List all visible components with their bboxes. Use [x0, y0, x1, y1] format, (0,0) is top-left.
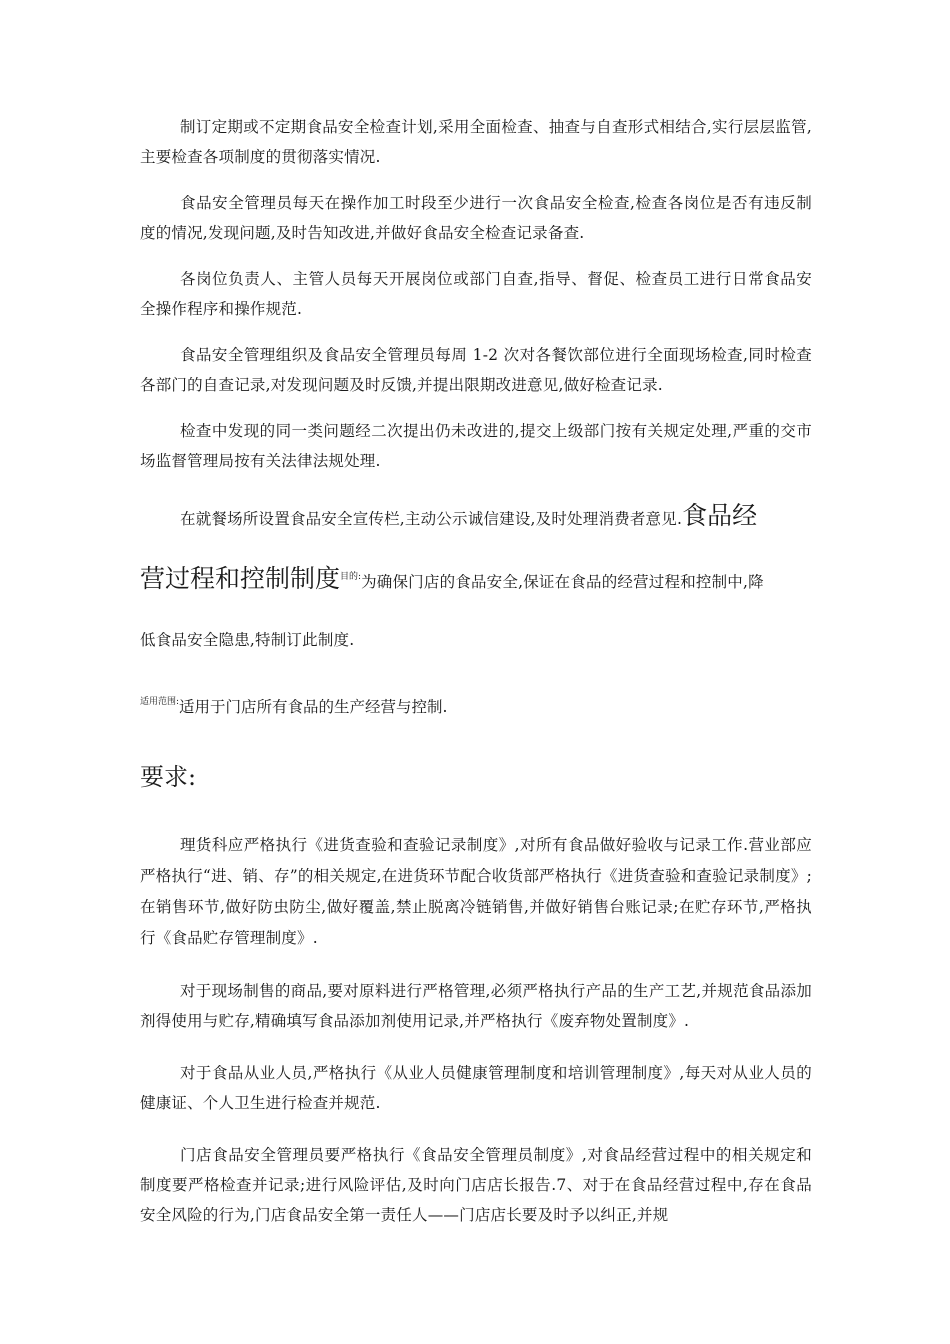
requirement-safety-manager: 门店食品安全管理员要严格执行《食品安全管理员制度》,对食品经营过程中的相关规定和制度要严格检查并记录;进行风险评估,及时向门店店长报告.7、对于在食品经营过程中,存在食品安全风险的行为,门店食品安全第一责任人——门店店长要及时予以纠正,并规: [140, 1146, 812, 1224]
paragraph-scope: [140, 687, 812, 722]
paragraph-purpose-continued: [140, 611, 812, 669]
paragraph-publicity-and-title: [140, 490, 812, 548]
purpose-text-part1: 为确保门店的食品安全,保证在食品的经营过程和控制中,降: [361, 573, 764, 591]
paragraph-title-and-purpose: [140, 548, 812, 611]
document-page: [140, 112, 812, 1230]
paragraph-daily-inspection: 食品安全管理员每天在操作加工时段至少进行一次食品安全检查,检查各岗位是否有违反制度的情况,发现问题,及时告知改进,并做好食品安全检查记录备查.: [140, 194, 812, 242]
paragraph-self-check: 各岗位负责人、主管人员每天开展岗位或部门自查,指导、督促、检查员工进行日常食品安全操作程序和操作规范.: [140, 270, 812, 318]
publicity-text: 在就餐场所设置食品安全宣传栏,主动公示诚信建设,及时处理消费者意见.: [180, 510, 683, 528]
requirement-receiving: 理货科应严格执行《进货查验和查验记录制度》,对所有食品做好验收与记录工作.营业部应严格执行“进、销、存”的相关规定,在进货环节配合收货部严格执行《进货查验和查验记录制度》;在销售环节,做好防虫防尘,做好覆盖,禁止脱离冷链销售,并做好销售台账记录;在贮存环节,严格执行《食品贮存管理制度》.: [140, 836, 812, 947]
requirement-onsite-production: 对于现场制售的商品,要对原料进行严格管理,必须严格执行产品的生产工艺,并规范食品添加剂得使用与贮存,精确填写食品添加剂使用记录,并严格执行《废弃物处置制度》.: [140, 982, 812, 1030]
section-title-part2: 营过程和控制制度: [140, 564, 341, 593]
paragraph-escalation: 检查中发现的同一类问题经二次提出仍未改进的,提交上级部门按有关规定处理,严重的交市场监督管理局按有关法律法规处理.: [140, 422, 812, 470]
section-title-part1: 食品经: [682, 501, 758, 530]
requirement-staff-health: 对于食品从业人员,严格执行《从业人员健康管理制度和培训管理制度》,每天对从业人员的健康证、个人卫生进行检查并规范.: [140, 1064, 812, 1112]
paragraph-weekly-inspection: 食品安全管理组织及食品安全管理员每周 1-2 次对各餐饮部位进行全面现场检查,同时检查各部门的自查记录,对发现问题及时反馈,并提出限期改进意见,做好检查记录.: [140, 346, 812, 394]
purpose-text-part2: 低食品安全隐患,特制订此制度.: [140, 631, 355, 649]
purpose-label: 目的:: [340, 572, 362, 582]
scope-text: 适用于门店所有食品的生产经营与控制.: [179, 698, 448, 716]
requirements-heading: 要求:: [140, 763, 197, 791]
scope-label: 适用范围:: [140, 697, 180, 707]
paragraph-inspection-plan: 制订定期或不定期食品安全检查计划,采用全面检查、抽查与自查形式相结合,实行层层监管,主要检查各项制度的贯彻落实情况.: [140, 118, 812, 166]
